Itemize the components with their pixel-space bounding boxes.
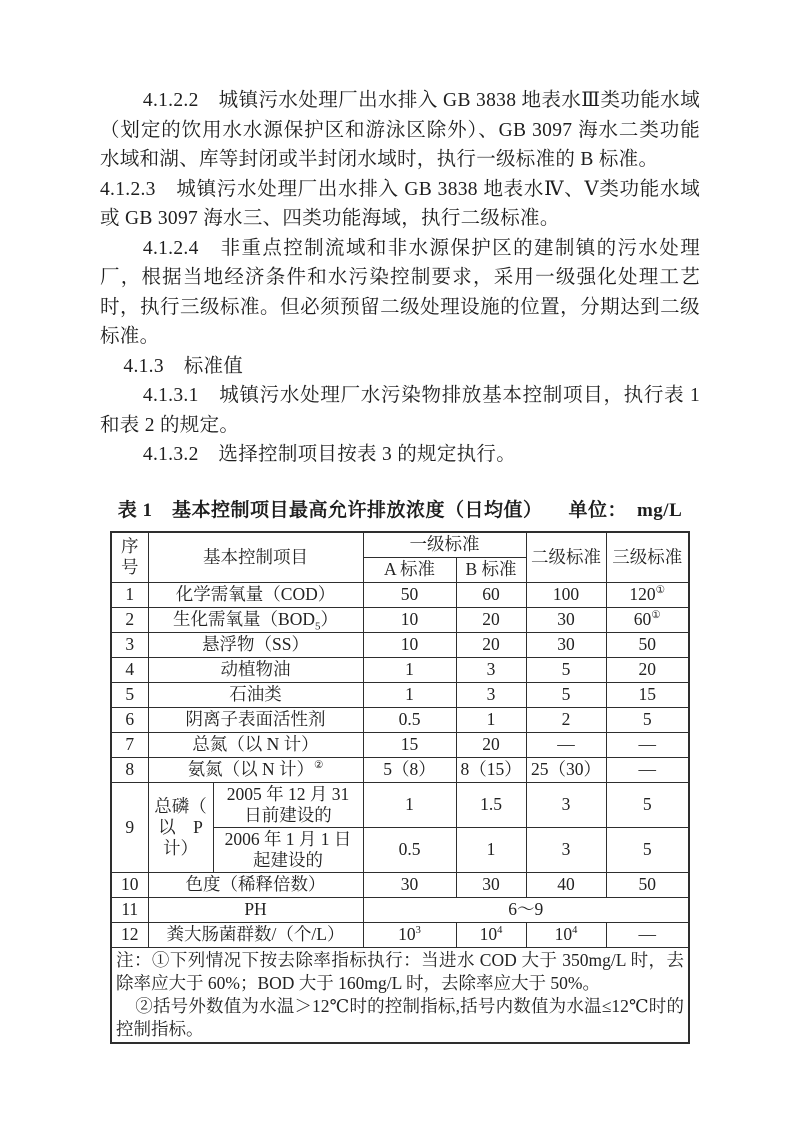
exponent: 4 [497, 925, 503, 937]
group-cell-total-phosphorus: 总磷（ 以 P 计） [148, 782, 213, 872]
table-row [111, 632, 689, 657]
row-no: 6 [111, 707, 148, 732]
value-cell: 60 [456, 582, 526, 607]
row-no: 8 [111, 757, 148, 782]
value-cell: 25（30） [526, 757, 606, 782]
cell-value: 120 [629, 584, 656, 604]
value-cell: 20 [606, 657, 689, 682]
value-cell: 1 [363, 682, 456, 707]
value-cell: 5 [606, 827, 689, 872]
row-no: 3 [111, 632, 148, 657]
header-col-grade1b: B 标准 [456, 557, 526, 582]
value-cell: — [606, 732, 689, 757]
item-cell: 化学需氧量（COD） [148, 582, 363, 607]
item-cell: PH [148, 897, 363, 922]
item-cell [148, 757, 363, 782]
value-cell: 3 [456, 657, 526, 682]
item-cell: 粪大肠菌群数/（个/L） [148, 922, 363, 947]
value-cell: 5 [606, 782, 689, 827]
value-cell: 1 [456, 827, 526, 872]
table-note-cell [111, 947, 689, 1043]
cell-value: 10 [554, 924, 573, 944]
paragraph-4-1-2-2: 4.1.2.2 城镇污水处理厂出水排入 GB 3838 地表水Ⅲ类功能水域（划定的饮用水水源保护区和游泳区除外）、GB 3097 海水二类功能水域和湖、库等封闭或半封闭水域时，执行一级标准的 B 标准。 [100, 90, 700, 170]
value-cell: 2 [526, 707, 606, 732]
value-cell: 0.5 [363, 827, 456, 872]
value-cell [363, 922, 456, 947]
value-cell: — [526, 732, 606, 757]
table-row [111, 682, 689, 707]
note-line-2: ②括号外数值为水温＞12℃时的控制指标,括号内数值为水温≤12℃时的控制指标。 [116, 995, 684, 1039]
table-caption [100, 495, 700, 522]
footnote-marker: ① [651, 610, 661, 622]
table-row [111, 707, 689, 732]
value-cell [526, 922, 606, 947]
value-cell: 1 [363, 657, 456, 682]
row-no: 11 [111, 897, 148, 922]
value-cell: 3 [526, 827, 606, 872]
value-cell: 15 [606, 682, 689, 707]
item-cell: 色度（稀释倍数） [148, 872, 363, 897]
row-no: 1 [111, 582, 148, 607]
value-cell [606, 582, 689, 607]
value-cell: 5 [526, 682, 606, 707]
header-col-grade3: 三级标准 [606, 532, 689, 583]
value-cell: 50 [363, 582, 456, 607]
paragraph-4-1-2-3: 4.1.2.3 城镇污水处理厂出水排入 GB 3838 地表水Ⅳ、Ⅴ类功能水域或 GB 3097 海水三、四类功能海域，执行二级标准。 [100, 178, 700, 229]
item-cell: 动植物油 [148, 657, 363, 682]
value-cell-span: 6～9 [363, 897, 689, 922]
value-cell: 20 [456, 732, 526, 757]
table-row [111, 657, 689, 682]
subscript: 5 [314, 620, 321, 633]
exponent: 4 [572, 925, 578, 937]
header-col-grade1: 一级标准 [363, 532, 526, 558]
sub-label-cell: 2006 年 1 月 1 日起建设的 [213, 827, 363, 872]
value-cell: 100 [526, 582, 606, 607]
table-row [111, 607, 689, 632]
item-cell: 阴离子表面活性剂 [148, 707, 363, 732]
header-col-no: 序号 [111, 532, 148, 583]
header-col-grade2: 二级标准 [526, 532, 606, 583]
cell-value: 10 [398, 924, 416, 944]
sub-label-cell: 2005 年 12 月 31 日前建设的 [213, 782, 363, 827]
row-no: 12 [111, 922, 148, 947]
paragraph-4-1-3-1: 4.1.3.1 城镇污水处理厂水污染物排放基本控制项目，执行表 1 和表 2 的规定。 [100, 385, 700, 436]
value-cell: 20 [456, 632, 526, 657]
exponent: 3 [415, 925, 421, 937]
value-cell: 8（15） [456, 757, 526, 782]
value-cell: 0.5 [363, 707, 456, 732]
value-cell: 1.5 [456, 782, 526, 827]
cell-value: 氨氮（以 N 计） [187, 759, 314, 779]
standards-table [110, 531, 690, 1044]
cell-value: 生化需氧量（BOD [173, 609, 315, 629]
row-no: 5 [111, 682, 148, 707]
value-cell: 30 [526, 607, 606, 632]
value-cell: 30 [363, 872, 456, 897]
item-cell: 总氮（以 N 计） [148, 732, 363, 757]
row-no: 4 [111, 657, 148, 682]
value-cell: 40 [526, 872, 606, 897]
item-cell: 悬浮物（SS） [148, 632, 363, 657]
table-row-9a [111, 782, 689, 827]
table-row [111, 582, 689, 607]
cell-value: 10 [479, 924, 498, 944]
item-cell: 石油类 [148, 682, 363, 707]
table-row [111, 872, 689, 897]
row-no: 9 [111, 782, 148, 872]
value-cell [606, 607, 689, 632]
row-no: 2 [111, 607, 148, 632]
heading-4-1-3: 4.1.3 标准值 [123, 355, 244, 377]
note-line-1: 注：①下列情况下按去除率指标执行：当进水 COD 大于 350mg/L 时，去除率应大于 60%；BOD 大于 160mg/L 时，去除率应大于 50%。 [116, 949, 684, 993]
table-row [111, 922, 689, 947]
table-row [111, 732, 689, 757]
value-cell: 5 [526, 657, 606, 682]
value-cell [456, 922, 526, 947]
row-no: 10 [111, 872, 148, 897]
table-row [111, 757, 689, 782]
item-cell [148, 607, 363, 632]
value-cell: 5（8） [363, 757, 456, 782]
paragraph-4-1-2-4: 4.1.2.4 非重点控制流域和非水源保护区的建制镇的污水处理厂，根据当地经济条件和水污染控制要求，采用一级强化处理工艺时，执行三级标准。但必须预留二级处理设施的位置，分期达到二级标准。 [100, 237, 700, 347]
footnote-marker: ② [313, 760, 324, 772]
footnote-marker: ① [655, 585, 666, 597]
value-cell: 3 [526, 782, 606, 827]
value-cell: 3 [456, 682, 526, 707]
table-caption-unit: 单位： mg/L [568, 499, 683, 521]
header-col-item: 基本控制项目 [148, 532, 363, 583]
paragraph-4-1-3-2: 4.1.3.2 选择控制项目按表 3 的规定执行。 [142, 444, 517, 465]
value-cell: 1 [363, 782, 456, 827]
value-cell: 1 [456, 707, 526, 732]
value-cell: 30 [526, 632, 606, 657]
header-col-grade1a: A 标准 [363, 557, 456, 582]
value-cell: 10 [363, 632, 456, 657]
table-caption-title: 表 1 基本控制项目最高允许排放浓度（日均值） [117, 499, 543, 521]
table-row-ph [111, 897, 689, 922]
table-note-row [111, 947, 689, 1043]
value-cell: — [606, 922, 689, 947]
value-cell: 50 [606, 872, 689, 897]
cell-value: 60 [633, 609, 652, 629]
value-cell: 20 [456, 607, 526, 632]
value-cell: 10 [363, 607, 456, 632]
value-cell: 30 [456, 872, 526, 897]
table-header-row-1 [111, 532, 689, 558]
value-cell: 15 [363, 732, 456, 757]
cell-value: ） [320, 609, 338, 629]
value-cell: 5 [606, 707, 689, 732]
value-cell: 50 [606, 632, 689, 657]
value-cell: — [606, 757, 689, 782]
row-no: 7 [111, 732, 148, 757]
